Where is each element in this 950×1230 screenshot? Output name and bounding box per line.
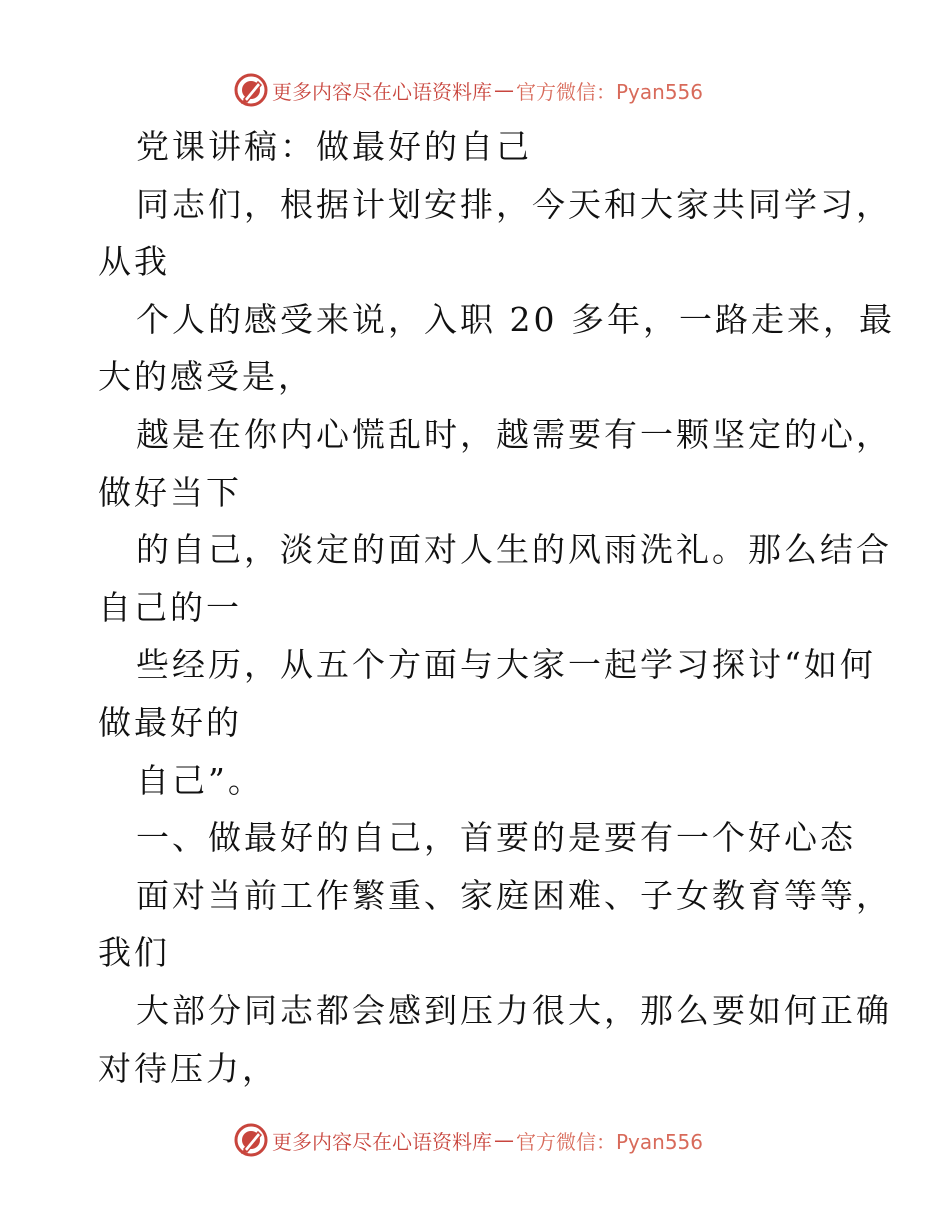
paragraph-line: 的自己，淡定的面对人生的风雨洗礼。那么结合 [136,530,892,570]
paragraph-line: 些经历，从五个方面与大家一起学习探讨“如何 [136,645,876,685]
paragraph-line: 自己的一 [98,587,242,627]
paragraph-line: 自己”。 [136,760,264,800]
paragraph-line: 做最好的 [98,702,242,742]
footer-watermark-banner [234,1120,714,1160]
watermark-text: 更多内容尽在心语资料库 [272,79,492,104]
paragraph-line: 对待压力， [98,1048,278,1088]
paragraph-line: 做好当下 [98,472,242,512]
paragraph-line: 大部分同志都会感到压力很大，那么要如何正确 [136,990,892,1030]
paragraph-line: 面对当前工作繁重、家庭困难、子女教育等等， [136,875,892,915]
pen-logo-icon [234,1123,268,1157]
document-title: 党课讲稿：做最好的自己 [136,127,532,166]
watermark-separator: — [494,78,514,102]
section-heading: 一、做最好的自己，首要的是要有一个好心态 [136,818,856,858]
paragraph-line: 大的感受是， [98,357,314,397]
watermark-wechat: 官方微信：Pyan556 [516,1129,704,1154]
watermark-wechat: 官方微信：Pyan556 [516,79,704,104]
watermark-separator: — [494,1128,514,1152]
paragraph-line: 越是在你内心慌乱时，越需要有一颗坚定的心， [136,414,892,454]
watermark-text: 更多内容尽在心语资料库 [272,1129,492,1154]
header-watermark-banner [234,70,714,110]
pen-logo-icon [234,73,268,107]
paragraph-line: 同志们，根据计划安排，今天和大家共同学习， [136,184,892,224]
paragraph-line: 个人的感受来说，入职 20 多年，一路走来，最 [136,299,895,339]
document-body [98,118,895,1097]
paragraph-line: 从我 [98,242,170,282]
paragraph-line: 我们 [98,933,170,973]
